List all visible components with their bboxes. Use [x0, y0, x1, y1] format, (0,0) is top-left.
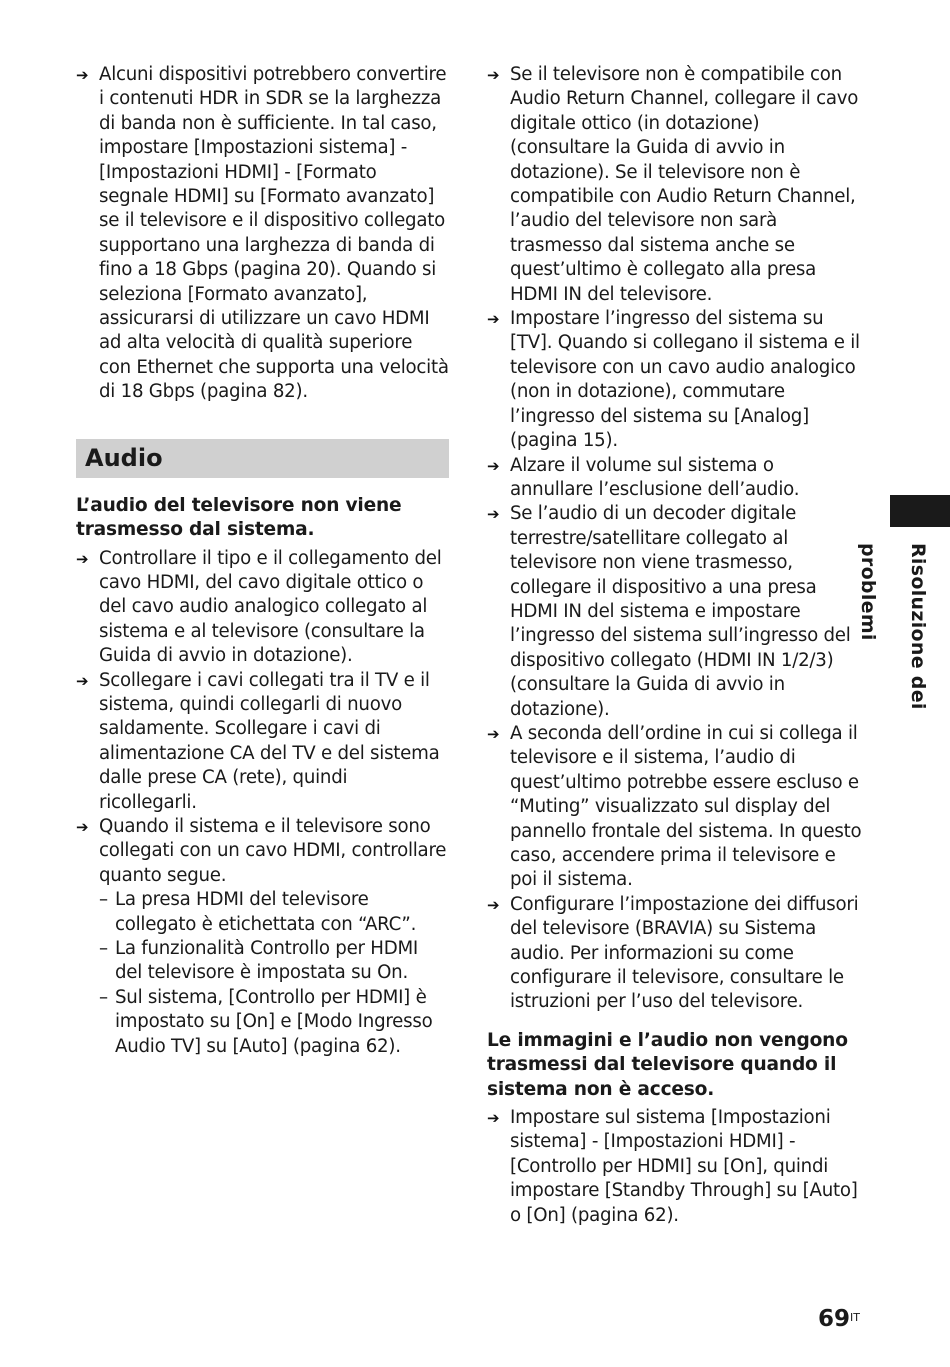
bullet-item	[487, 722, 862, 893]
question-heading: Le immagini e l’audio non vengono trasmessi dal televisore quando il sistema non è acceso.	[487, 1029, 848, 1100]
left-column	[76, 63, 449, 1059]
arrow-icon: ➔	[487, 66, 500, 84]
arrow-icon: ➔	[487, 456, 500, 475]
chapter-tab-marker	[890, 495, 950, 527]
page-number-value: 69	[818, 1306, 851, 1332]
bullet-item	[487, 1106, 862, 1228]
sub-item	[76, 937, 449, 986]
sub-item-text: Sul sistema, [Controllo per HDMI] è impostato su [On] e [Modo Ingresso Audio TV] su [Auto] (pagina 62).	[115, 986, 433, 1057]
sub-item-text: La presa HDMI del televisore collegato è etichettata con “ARC”.	[115, 889, 417, 935]
bullet-text: Impostare l’ingresso del sistema su [TV]. Quando si collegano il sistema e il televisore con un cavo audio analogico (non in dotazione), commutare l’ingresso del sistema su [Analog] (pagina 15).	[510, 308, 860, 452]
bullet-item	[487, 63, 862, 307]
section-title-audio: Audio	[76, 439, 449, 478]
bullet-item	[487, 307, 862, 453]
bullet-text: Scollegare i cavi collegati tra il TV e il sistema, quindi collegarli di nuovo saldamente. Scollegare i cavi di alimentazione CA del TV e del sistema dalle prese CA (rete), quindi ricollegarli.	[99, 669, 440, 813]
dash-icon: –	[99, 889, 108, 911]
sub-item-text: La funzionalità Controllo per HDMI del televisore è impostata su On.	[115, 938, 419, 984]
bullet-item	[76, 547, 449, 669]
language-code: IT	[850, 1311, 860, 1324]
question-heading: L’audio del televisore non viene trasmesso dal sistema.	[76, 494, 402, 541]
bullet-text: A seconda dell’ordine in cui si collega il televisore e il sistema, l’audio di quest’ultimo potrebbe essere escluso e “Muting” visualizzato sul display del pannello frontale del sistema. In questo caso, accendere prima il televisore e poi il sistema.	[510, 722, 862, 891]
bullet-text: Se l’audio di un decoder digitale terrestre/satellitare collegato al televisore non viene trasmesso, collegare il dispositivo a una presa HDMI IN del sistema e impostare l’ingresso del sistema sull’ingresso del dispositivo collegato (HDMI IN 1/2/3) (consultare la Guida di avvio in dotazione).	[510, 503, 851, 720]
arrow-icon: ➔	[487, 310, 500, 329]
bullet-text: Se il televisore non è compatibile con Audio Return Channel, collegare il cavo digitale ottico (in dotazione) (consultare la Guida di avvio in dotazione). Se il televisore non è compatibile con Audio Return Channel, l’audio del televisore non sarà trasmesso dal sistema anche se quest’ultimo è collegato alla presa HDMI IN del televisore.	[510, 64, 859, 305]
right-column	[487, 63, 862, 1228]
bullet-item	[76, 815, 449, 888]
sub-item	[76, 986, 449, 1059]
bullet-text: Impostare sul sistema [Impostazioni sistema] - [Impostazioni HDMI] - [Controllo per HDMI] su [On], quindi impostare [Standby Through] su [Auto] o [On] (pagina 62).	[510, 1107, 858, 1226]
arrow-icon: ➔	[76, 66, 89, 84]
bullet-text: Alcuni dispositivi potrebbero convertire i contenuti HDR in SDR se la larghezza di banda non è sufficiente. In tal caso, impostare [Impostazioni sistema] - [Impostazioni HDMI] - [Formato segnale HDMI] su [Formato avanzato] se il televisore e il dispositivo collegato supportano una larghezza di banda di fino a 18 Gbps (pagina 20). Quando si seleziona [Formato avanzato], assicurarsi di utilizzare un cavo HDMI ad alta velocità di qualità superiore con Ethernet che supporta una velocità di 18 Gbps (pagina 82).	[99, 64, 449, 403]
arrow-icon: ➔	[76, 671, 89, 690]
page-number	[818, 1304, 860, 1334]
bullet-item	[76, 669, 449, 815]
dash-icon: –	[99, 986, 108, 1008]
arrow-icon: ➔	[487, 1109, 500, 1128]
bullet-text: Alzare il volume sul sistema o annullare l’esclusione dell’audio.	[510, 454, 800, 500]
arrow-icon: ➔	[76, 549, 89, 568]
bullet-item	[487, 454, 862, 503]
arrow-icon: ➔	[76, 817, 89, 836]
bullet-text: Configurare l’impostazione dei diffusori del televisore (BRAVIA) su Sistema audio. Per informazioni su come configurare il televisore, consultare le istruzioni per l’uso del televisore.	[510, 893, 859, 1013]
bullet-text: Controllare il tipo e il collegamento del cavo HDMI, del cavo digitale ottico o del cavo audio analogico collegato al sistema e al televisore (consultare la Guida di avvio in dotazione).	[99, 547, 442, 667]
chapter-side-label: Risoluzione dei problemi	[857, 543, 929, 710]
bullet-text: Quando il sistema e il televisore sono collegati con un cavo HDMI, controllare quanto segue.	[99, 815, 447, 886]
sub-item	[76, 888, 449, 937]
bullet-item	[487, 502, 862, 722]
arrow-icon: ➔	[487, 505, 500, 524]
dash-icon: –	[99, 938, 108, 959]
bullet-item	[487, 893, 862, 1015]
arrow-icon: ➔	[487, 724, 500, 743]
arrow-icon: ➔	[487, 895, 500, 914]
bullet-item	[76, 63, 449, 405]
